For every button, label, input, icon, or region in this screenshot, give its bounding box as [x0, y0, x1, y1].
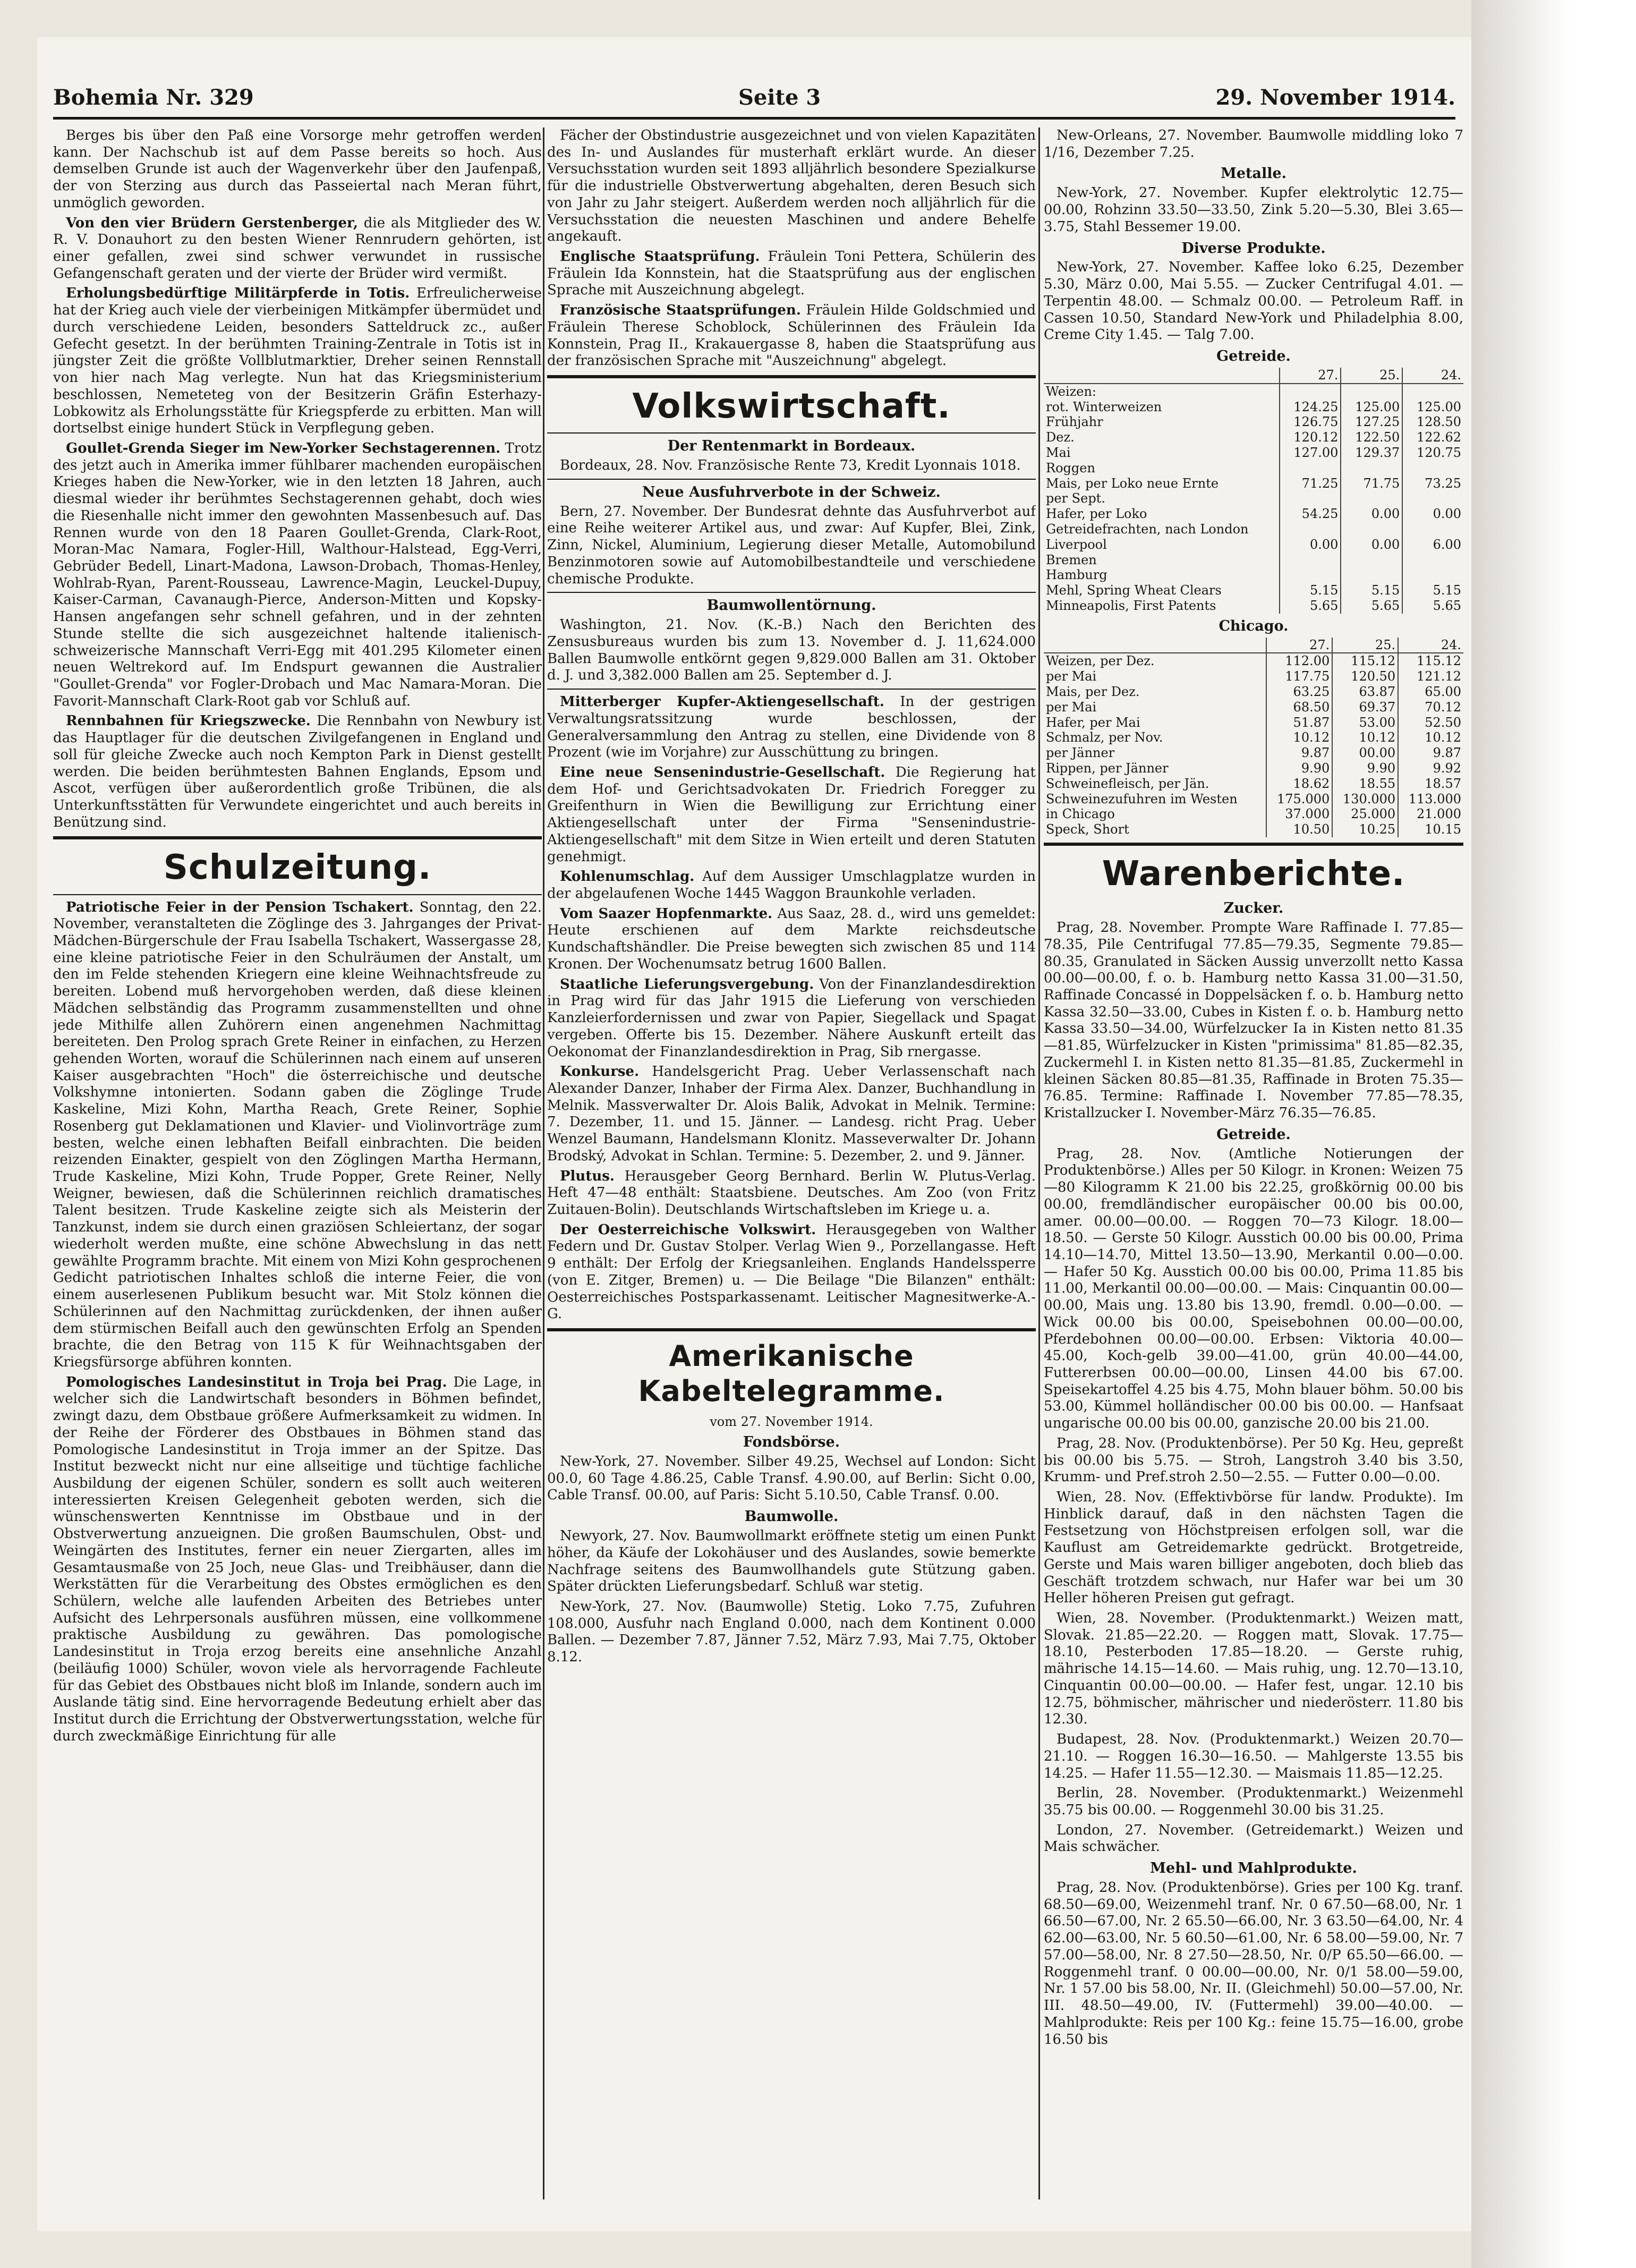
table-row-label: per Sept. — [1046, 491, 1105, 506]
table-cell: 130.000 — [1332, 792, 1398, 807]
table-row — [1044, 414, 1463, 430]
table-row — [1044, 400, 1463, 415]
article-paragraph — [53, 215, 542, 283]
article-paragraph: Prag, 28. Nov. (Produktenbörse). Gries per 100 Kg. tranf. 68.50—69.00, Weizenmehl tranf. Nr. 0 67.50—68.00, Nr. 1 66.50—67.00, Nr. 2 65.50—66.00, Nr. 3 63.50—64.00, Nr. 4 62.00—63.00, Nr. 5 60.50—61.00, Nr. 6 58.00—59.00, Nr. 7 57.00—58.00, Nr. 8 27.50—28.50, Nr. 0/P 65.50—66.00. — Roggenmehl tranf. 0 00.00—00.00, Nr. 0/1 58.00—59.00, Nr. 1 57.00 bis 58.00, Nr. II. (Gleichmehl) 50.00—57.00, Nr. III. 48.50—49.00, IV. (Futtermehl) 39.00—40.00. — Mahlprodukte: Reis per 100 Kg.: feine 15.75—16.00, grobe 16.50 bis — [1044, 1880, 1463, 2048]
article-text: Handelsgericht Prag. Ueber Verlassenschaft nach Alexander Danzer, Inhaber der Firma Alex. Danzer, Buchhandlung in Melnik. Massverwalter Dr. Alois Balik, Advokat in Melnik. Termine: 7. Dezember, 11. und 15. Jänner. — Landesg. richt Prag. Ueber Wenzel Baumann, Handelsmann Klonitz. Masseverwalter Dr. Johann Brodský, Advokat in Schlan. Termine: 5. Dezember, 2. und 9. Jänner. — [547, 1064, 1036, 1164]
table-cell: 10.12 — [1398, 730, 1463, 745]
table-cell: 9.87 — [1398, 745, 1463, 761]
table-cell — [1280, 522, 1341, 537]
section-divider — [547, 375, 1036, 378]
table-cell: 54.25 — [1280, 506, 1341, 522]
table-cell: 18.55 — [1332, 776, 1398, 792]
column-rule-left — [543, 128, 544, 2199]
article-paragraph — [547, 869, 1036, 902]
table-cell: 5.15 — [1280, 583, 1341, 598]
grain-price-table — [1044, 368, 1463, 614]
table-header-cell: 24. — [1402, 368, 1463, 384]
table-cell: 5.65 — [1402, 598, 1463, 614]
table-row-label: Weizen: — [1046, 384, 1096, 399]
table-cell: 21.000 — [1398, 806, 1463, 822]
table-row-label: Hafer, per Mai — [1046, 715, 1140, 730]
table-cell: 5.15 — [1402, 583, 1463, 598]
table-cell: 120.12 — [1280, 430, 1341, 445]
article-subheading: Neue Ausfuhrverbote in der Schweiz. — [642, 483, 941, 500]
table-cell: 70.12 — [1398, 700, 1463, 715]
table-cell: 69.37 — [1332, 700, 1398, 715]
article-text: Erfreulicherweise hat der Krieg auch viele der vierbeinigen Mitkämpfer übermüdet und durch verschiedene Leiden, besonders Satteldruck zc., außer Gefecht gesetzt. In der berühmten Training-Zentrale in Totis ist in jüngster Zeit die größte Vollblutmarktier, Dreher seinen Rennstall von hier nach Mag verlegte. Nun hat das Kriegsministerium beschlossen, Nemeteteg von der Besitzerin Gräfin Esterhazy-Lobkowitz als Erholungsstätte für Kriegspferde zu erbitten. Man will dortselbst einige hundert Stück in Verpflegung geben. — [53, 285, 542, 437]
section-divider — [1044, 843, 1463, 846]
table-row — [1044, 776, 1463, 792]
article-headline: Pomologisches Landesinstitut in Troja bei Prag. — [66, 1374, 447, 1390]
table-row — [1044, 445, 1463, 461]
chicago-price-table — [1044, 638, 1463, 837]
table-row — [1044, 669, 1463, 684]
article-paragraph — [53, 440, 542, 710]
table-cell: 122.50 — [1341, 430, 1402, 445]
article-paragraph — [547, 694, 1036, 761]
table-cell — [1341, 553, 1402, 568]
table-cell: 120.75 — [1402, 445, 1463, 461]
table-cell: 117.75 — [1266, 669, 1332, 684]
table-cell: 18.62 — [1266, 776, 1332, 792]
table-cell: 63.25 — [1266, 684, 1332, 700]
issue-date: 29. November 1914. — [1215, 85, 1455, 110]
article-text: Die Lage, in welcher sich die Landwirtschaft besonders in Böhmen befindet, zwingt dazu, dem Obstbaue größere Aufmerksamkeit zu widmen. In der Reihe der Förderer des Obstbaues in Böhmen stand das Pomologische Landesinstitut in Troja immer an der Spitze. Das Institut bezweckt nicht nur eine allseitige und tüchtige fachliche Ausbildung der eigenen Schüler, sondern es sollt auch weiteren interessierten Kreisen Gelegenheit geboten werden, sich die wünschenswerten Kenntnisse im Obstbaue und in der Obstverwertung anzueignen. Die großen Baumschulen, Obst- und Weingärten des Institutes, ferner ein neuer Ziergarten, alles im Gesamtausmaße von 25 Joch, neue Glas- und Treibhäuser, dann die Werkstätten für die Verarbeitung des Obstes ermöglichen es den Schülern, welche alle laufenden Arbeiten des Betriebes unter Aufsicht des Lehrpersonals ausführen müssen, eine vollkommene praktische Ausbildung zu gewähren. Das pomologische Landesinstitut in Troja erzog bereits eine ansehnliche Anzahl (beiläufig 1000) Schüler, wovon viele als hervorragende Fachleute für das Gebiet des Obstbaues nicht bloß im Inlande, sondern auch im Auslande tätig sind. Eine hervorragende Bedeutung erhielt aber das Institut durch die Errichtung der Obstverwertungsstation, welche für durch zweckmäßige Einrichtung für alle — [53, 1374, 542, 1744]
article-paragraph — [53, 285, 542, 437]
table-row — [1044, 384, 1463, 400]
table-row-label: Roggen — [1046, 460, 1095, 475]
section-date: vom 27. November 1914. — [710, 1414, 873, 1429]
table-cell — [1280, 461, 1341, 476]
table-cell: 71.25 — [1280, 476, 1341, 491]
table-cell: 9.90 — [1332, 761, 1398, 776]
article-paragraph: Berges bis über den Paß eine Vorsorge mehr getroffen werden kann. Der Nachschub ist auf dem Passe bereits so hoch. Aus demselben Grunde ist auch der Wagenverkehr über den Jaufenpaß, der von Sterzing aus durch das Passeiertal nach Meran führt, unmöglich geworden. — [53, 128, 542, 211]
table-row — [1044, 430, 1463, 445]
table-cell: 124.25 — [1280, 400, 1341, 415]
article-paragraph — [53, 1374, 542, 1745]
table-cell: 10.50 — [1266, 822, 1332, 837]
table-cell — [1402, 491, 1463, 506]
article-paragraph — [547, 765, 1036, 865]
table-header-cell: 25. — [1332, 638, 1398, 653]
table-row-label: Rippen, per Jänner — [1046, 761, 1169, 776]
article-paragraph — [547, 1168, 1036, 1219]
table-row-label: Hamburg — [1046, 567, 1107, 583]
table-row-label: per Mai — [1046, 669, 1097, 684]
article-headline: Kohlenumschlag. — [560, 869, 695, 885]
table-row-label: Bremen — [1046, 552, 1097, 567]
table-cell — [1402, 567, 1463, 583]
table-cell: 113.000 — [1398, 792, 1463, 807]
article-headline: Plutus. — [560, 1168, 615, 1184]
table-cell: 51.87 — [1266, 715, 1332, 730]
table-cell: 25.000 — [1332, 806, 1398, 822]
table-row-label: Dez. — [1046, 430, 1075, 445]
table-cell — [1280, 567, 1341, 583]
table-row — [1044, 522, 1463, 537]
article-subheading: Baumwollentörnung. — [706, 597, 876, 614]
table-cell: 6.00 — [1402, 537, 1463, 553]
table-row — [1044, 684, 1463, 700]
table-cell: 10.15 — [1398, 822, 1463, 837]
article-headline: Staatliche Lieferungsvergebung. — [560, 976, 814, 992]
table-cell — [1402, 553, 1463, 568]
table-row — [1044, 745, 1463, 761]
article-headline: Konkurse. — [560, 1064, 640, 1080]
article-text: die als Mitglieder des W. R. V. Donauhort zu den besten Wiener Rennrudern gehörten, ist einer gefallen, zwei sind schwer verwundet in russische Gefangenschaft geraten und der vierte der Brüder wird vermißt. — [53, 215, 542, 282]
section-title-kabeltelegramme: Amerikanische Kabeltelegramme. — [638, 1339, 945, 1408]
article-headline: Erholungsbedürftige Militärpferde in Totis. — [66, 285, 410, 302]
table-cell: 115.12 — [1332, 653, 1398, 669]
table-cell: 10.12 — [1332, 730, 1398, 745]
article-paragraph: New-York, 27. November. Kaffee loko 6.25, Dezember 5.30, März 0.00, Mai 5.55. — Zucker Centrifugal 4.01. — Terpentin 48.00. — Schmalz 00.00. — Petroleum Raff. in Cassen 10.50, Standard New-York und Philadelphia 8.00, Creme City 1.45. — Talg 7.00. — [1044, 259, 1463, 343]
section-divider — [547, 479, 1036, 480]
table-cell: 71.75 — [1341, 476, 1402, 491]
table-row-label: Mais, per Dez. — [1046, 684, 1140, 700]
table-row-label: Schweinefleisch, per Jän. — [1046, 776, 1209, 791]
table-cell: 10.12 — [1266, 730, 1332, 745]
article-subheading: Diverse Produkte. — [1181, 240, 1326, 257]
table-cell — [1280, 384, 1341, 400]
article-paragraph: New-York, 27. Nov. (Baumwolle) Stetig. Loko 7.75, Zufuhren 108.000, Ausfuhr nach England 0.000, nach dem Kontinent 0.000 Ballen. — Dezember 7.87, Jänner 7.52, März 7.93, Mai 7.75, Oktober 8.12. — [547, 1598, 1036, 1666]
section-title-warenberichte: Warenberichte. — [1102, 854, 1405, 894]
section-divider — [547, 1328, 1036, 1331]
article-text: Die Rennbahn von Newbury ist das Hauptlager für die deutschen Zivilgefangenen in England und soll für gleiche Zwecke auch noch Kempton Park in Dienst gestellt werden. Die beiden berühmtesten Bahnen Englands, Epsom und Ascot, verfügen über außerordentlich große Tribünen, die als Unterkunftsstätten für Verwundete eingerichtet und auch bereits in Benützung sind. — [53, 713, 542, 830]
section-divider — [53, 894, 542, 895]
table-row-label: Weizen, per Dez. — [1046, 653, 1155, 669]
table-cell — [1402, 461, 1463, 476]
article-headline: Vom Saazer Hopfenmarkte. — [560, 905, 773, 922]
article-subheading: Chicago. — [1219, 617, 1289, 634]
newspaper-page — [37, 37, 1471, 2231]
table-cell: 127.00 — [1280, 445, 1341, 461]
article-subheading: Mehl- und Mahlprodukte. — [1150, 1860, 1357, 1877]
article-paragraph: Budapest, 28. Nov. (Produktenmarkt.) Weizen 20.70—21.10. — Roggen 16.30—16.50. — Mahlgerste 13.55 bis 14.25. — Hafer 11.55—12.30. — Maismais 11.85—12.25. — [1044, 1731, 1463, 1781]
masthead-issue: Bohemia Nr. 329 — [53, 85, 254, 110]
article-paragraph — [547, 249, 1036, 299]
table-cell — [1341, 522, 1402, 537]
table-row — [1044, 715, 1463, 730]
table-row — [1044, 806, 1463, 822]
table-row-label: Getreidefrachten, nach London — [1046, 521, 1249, 537]
table-cell: 18.57 — [1398, 776, 1463, 792]
table-cell: 00.00 — [1332, 745, 1398, 761]
article-paragraph — [53, 899, 542, 1371]
table-cell: 53.00 — [1332, 715, 1398, 730]
table-row — [1044, 567, 1463, 583]
table-header-cell: 27. — [1266, 638, 1332, 653]
article-paragraph — [547, 976, 1036, 1061]
table-row-label: Liverpool — [1046, 537, 1107, 552]
article-paragraph: Prag, 28. Nov. (Produktenbörse). Per 50 Kg. Heu, gepreßt bis 00.00 bis 5.75. — Stroh, Langstroh 3.40 bis 3.50, Krumm- und Pref.stroh 2.50—2.55. — Futter 0.00—0.00. — [1044, 1435, 1463, 1485]
table-cell — [1341, 567, 1402, 583]
article-paragraph: New-York, 27. November. Silber 49.25, Wechsel auf London: Sicht 00.0, 60 Tage 4.86.25, Cable Transf. 4.90.00, auf Berlin: Sicht 0.00, Cable Transf. 00.00, auf Paris: Sicht 5.10.50, Cable Transf. 0.00. — [547, 1453, 1036, 1503]
section-divider — [547, 592, 1036, 593]
article-headline: Mitterberger Kupfer-Aktiengesellschaft. — [560, 694, 884, 710]
table-row — [1044, 583, 1463, 598]
article-headline: Goullet-Grenda Sieger im New-Yorker Sechstagerennen. — [66, 440, 501, 456]
table-cell: 121.12 — [1398, 669, 1463, 684]
table-header-cell: 25. — [1341, 368, 1402, 384]
table-row — [1044, 730, 1463, 745]
article-headline: Patriotische Feier in der Pension Tschakert. — [66, 899, 414, 915]
article-text: Herausgegeben von Walther Federn und Dr. Gustav Stolper. Verlag Wien 9., Porzellangasse. Heft 9 enthält: Der Erfolg der Kriegsanleihen. Englands Handelssperre (von E. Zitger, Bremen) u. — Die Beilage "Die Bilanzen" enthält: Oesterreichisches Postsparkassenamt. Leitischer Magnesitwerke-A.-G. — [547, 1221, 1036, 1322]
table-row-label: Hafer, per Loko — [1046, 506, 1147, 522]
article-text: Auf dem Aussiger Umschlagplatze wurden in der abgelaufenen Woche 1445 Waggon Braunkohle verladen. — [547, 869, 1036, 902]
table-header-cell — [1044, 368, 1280, 384]
table-cell: 128.50 — [1402, 414, 1463, 430]
table-cell: 112.00 — [1266, 653, 1332, 669]
table-cell — [1341, 461, 1402, 476]
table-row-label: Schweinezufuhren im Westen — [1046, 791, 1238, 806]
table-cell: 9.90 — [1266, 761, 1332, 776]
table-header-cell — [1044, 638, 1266, 653]
table-row — [1044, 792, 1463, 807]
article-subheading: Zucker. — [1223, 900, 1284, 917]
table-cell: 126.75 — [1280, 414, 1341, 430]
table-row — [1044, 700, 1463, 715]
table-cell — [1280, 553, 1341, 568]
table-row-label: Minneapolis, First Patents — [1046, 598, 1216, 613]
article-subheading: Fondsbörse. — [743, 1434, 840, 1451]
table-cell: 0.00 — [1341, 537, 1402, 553]
table-row — [1044, 822, 1463, 837]
section-divider — [547, 432, 1036, 434]
article-paragraph: Prag, 28. Nov. (Amtliche Notierungen der Produktenbörse.) Alles per 50 Kilogr. in Kronen: Weizen 75—80 Kilogramm K 21.00 bis 22.25, großkörnig 00.00 bis 00.00, fremdländischer europäischer 00.00 bis 00.00, amer. 00.00—00.00. — Roggen 70—73 Kilogr. 18.00—18.50. — Gerste 50 Kilogr. Ausstich 00.00 bis 00.00, Prima 14.10—14.70, Mittel 13.50—13.90, Merkantil 0.00—0.00. — Hafer 50 Kg. Ausstich 00.00 bis 00.00, Prima 11.85 bis 11.00, Merkantil 00.00—00.00. — Mais: Cinquantin 00.00—00.00, Mais ung. 13.80 bis 13.90, fremdl. 0.00—0.00. — Wick 00.00 bis 00.00, Speisebohnen 00.00—00.00, Pferdebohnen 00.00—00.00. Erbsen: Viktoria 40.00—45.00, Koch-gelb 39.00—41.00, grün 40.00—44.00, Futtererbsen 00.00—00.00, Linsen 44.00 bis 67.00. Speisekartoffel 4.25 bis 4.75, Mohn blauer böhm. 50.00 bis 53.00, Kümmel holländischer 00.00 bis 00.00. — Hanfsaat ungarische 00.00 bis 00.00, ganzische 20.00 bis 21.00. — [1044, 1145, 1463, 1432]
article-subheading: Der Rentenmarkt in Bordeaux. — [667, 438, 916, 455]
article-subheading: Getreide. — [1216, 348, 1291, 365]
table-cell: 0.00 — [1341, 506, 1402, 522]
table-cell: 115.12 — [1398, 653, 1463, 669]
scan-margin — [1471, 0, 1636, 2268]
table-row-label: Mai — [1046, 445, 1071, 460]
table-row — [1044, 461, 1463, 476]
section-title-schulzeitung: Schulzeitung. — [163, 848, 432, 888]
article-paragraph: Wien, 28. November. (Produktenmarkt.) Weizen matt, Slovak. 21.85—22.20. — Roggen matt, Slovak. 17.75—18.10, Pesterboden 17.85—18.20. — Gerste ruhig, mährische 14.15—14.60. — Mais ruhig, ung. 12.70—13.10, Cinquantin 00.00—00.00. — Hafer fest, ungar. 12.10 bis 12.75, böhmischer, mährischer und niederösterr. 11.80 bis 12.30. — [1044, 1610, 1463, 1728]
table-cell: 5.65 — [1341, 598, 1402, 614]
table-header-cell: 27. — [1280, 368, 1341, 384]
article-paragraph — [547, 1064, 1036, 1165]
column-rule-right — [1038, 128, 1040, 2199]
table-cell: 68.50 — [1266, 700, 1332, 715]
article-paragraph: New-Orleans, 27. November. Baumwolle middling loko 7 1/16, Dezember 7.25. — [1044, 128, 1463, 160]
column-right — [1044, 128, 1463, 2231]
page-header — [53, 80, 1455, 120]
section-divider — [547, 689, 1036, 690]
table-cell — [1402, 522, 1463, 537]
table-cell: 10.25 — [1332, 822, 1398, 837]
table-row-label: Frühjahr — [1046, 414, 1103, 430]
article-text: Herausgeber Georg Bernhard. Berlin W. Plutus-Verlag. Heft 47—48 enthält: Staatsbiene. Deutsches. Am Zoo (von Fritz Zuitauen-Bolin). Deutschlands Wirtschaftsleben im Kriege u. a. — [547, 1168, 1036, 1218]
table-row-label: rot. Winterweizen — [1046, 399, 1162, 414]
table-cell — [1341, 384, 1402, 400]
table-row-label: Speck, Short — [1046, 822, 1129, 837]
article-paragraph: Bordeaux, 28. Nov. Französische Rente 73, Kredit Lyonnais 1018. — [560, 457, 1021, 474]
article-text: Fräulein Toni Pettera, Schülerin des Fräulein Ida Konnstein, hat die Staatsprüfung aus der englischen Sprache mit Auszeichnung abgelegt. — [547, 249, 1036, 299]
article-subheading: Baumwolle. — [744, 1508, 839, 1525]
section-divider — [53, 836, 542, 839]
table-cell: 9.92 — [1398, 761, 1463, 776]
article-text: In der gestrigen Verwaltungsratssitzung wurde beschlossen, der Generalversammlung den Antrag zu stellen, eine Dividende von 8 Prozent (wie im Vorjahre) zur Ausschüttung zu bringen. — [547, 694, 1036, 761]
article-text: Trotz des jetzt auch in Amerika immer fühlbarer machenden europäischen Krieges haben die New-Yorker, wie in den letzten 18 Jahren, auch diesmal wieder ihr berühmtes Sechstagerennen gehabt, doch wies die Riesenhalle nicht immer den gewohnten Massenbesuch auf. Das Rennen wurde von den 18 Paaren Goullet-Grenda, Clark-Root, Moran-Mac Namara, Fogler-Hill, Walthour-Halstead, Egg-Verri, Gebrüder Bedell, Linart-Madona, Lawson-Drobach, Thomas-Henley, Wohlrab-Ryan, Parent-Rousseau, Lawrence-Magin, Leuckel-Dupuy, Kaiser-Carman, Cavanaugh-Pierce, Anderson-Mitten und Kopsky-Hansen angefangen sehr schnell gefahren, und in der zehnten Stunde stellte die sich ausgezeichnet haltende italienisch-schweizerische Mannschaft Verri-Egg mit 401.295 Kilometer einen neuen Weltrekord auf. Im Endspurt gewannen die Australier "Goullet-Grenda" vor Fogler-Drobach und Mac Namara-Moran. Die Favorit-Mannschaft Clark-Root gab vor Schluß auf. — [53, 440, 542, 709]
table-header-row — [1044, 638, 1463, 653]
table-row-label: Schmalz, per Nov. — [1046, 730, 1163, 745]
table-cell: 120.50 — [1332, 669, 1398, 684]
table-cell: 175.000 — [1266, 792, 1332, 807]
table-cell: 5.65 — [1280, 598, 1341, 614]
article-paragraph: Newyork, 27. Nov. Baumwollmarkt eröffnete stetig um einen Punkt höher, da Käufe der Lokohäuser und des Auslandes, sowie bemerkte Nachfrage seitens des Baumwollhandels gute Stützung gaben. Später drückten Lieferungsbedarf. Schluß war stetig. — [547, 1528, 1036, 1595]
article-paragraph: Wien, 28. Nov. (Effektivbörse für landw. Produkte). Im Hinblick darauf, daß in den nächsten Tagen die Festsetzung von Höchstpreisen erfolgen soll, war die Kauflust am Getreidemarkte gedrückt. Brotgetreide, Gerste und Mais waren billiger angeboten, doch blieb das Geschäft trotzdem schwach, nur Hafer war bei um 30 Heller höheren Preisen gut gefragt. — [1044, 1489, 1463, 1607]
table-cell: 122.62 — [1402, 430, 1463, 445]
table-row-label: Mehl, Spring Wheat Clears — [1046, 583, 1222, 598]
article-subheading: Metalle. — [1220, 165, 1287, 182]
table-row — [1044, 491, 1463, 506]
column-middle — [547, 128, 1036, 2231]
article-paragraph — [547, 1222, 1036, 1323]
table-row — [1044, 553, 1463, 568]
article-paragraph: Berlin, 28. November. (Produktenmarkt.) Weizenmehl 35.75 bis 00.00. — Roggenmehl 30.00 bis 31.25. — [1044, 1785, 1463, 1818]
article-paragraph: Bern, 27. November. Der Bundesrat dehnte das Ausfuhrverbot auf eine Reihe weiterer Artikel aus, und zwar: Auf Kupfer, Blei, Zink, Zinn, Nickel, Aluminium, Legierung dieser Metalle, Automobilund Benzinmotoren sowie auf Automobilbestandteile und verschiedene chemische Produkte. — [547, 503, 1036, 587]
article-text: Die Regierung hat dem Hof- und Gerichtsadvokaten Dr. Friedrich Foregger zu Greifenthurn in Wien die Bewilligung zur Errichtung einer Aktiengesellschaft unter der Firma "Sensenindustrie-Aktiengesellschaft" mit dem Sitze in Wien erteilt und deren Statuten genehmigt. — [547, 765, 1036, 865]
article-paragraph: New-York, 27. November. Kupfer elektrolytic 12.75—00.00, Rohzinn 33.50—33.50, Zink 5.20—5.30, Blei 3.65—3.75, Stahl Bessemer 19.00. — [1044, 185, 1463, 235]
table-row — [1044, 653, 1463, 669]
page-number: Seite 3 — [738, 85, 821, 110]
article-paragraph — [547, 302, 1036, 370]
table-row-label: per Mai — [1046, 699, 1097, 715]
table-row — [1044, 761, 1463, 776]
table-cell: 125.00 — [1341, 400, 1402, 415]
table-cell: 129.37 — [1341, 445, 1402, 461]
article-paragraph — [547, 906, 1036, 973]
article-paragraph: Washington, 21. Nov. (K.-B.) Nach den Berichten des Zensusbureaus wurden bis zum 13. November d. J. 11,624.000 Ballen Baumwolle entkörnt gegen 9,829.000 Ballen am 31. Oktober d. J. und 3,382.000 Ballen am 25. September d. J. — [547, 617, 1036, 684]
table-row — [1044, 537, 1463, 553]
table-row — [1044, 506, 1463, 522]
article-headline: Von den vier Brüdern Gerstenberger, — [66, 215, 358, 231]
section-title-volkswirtschaft: Volkswirtschaft. — [632, 387, 951, 427]
article-subheading: Getreide. — [1216, 1126, 1291, 1143]
table-cell: 63.87 — [1332, 684, 1398, 700]
article-text: Aus Saaz, 28. d., wird uns gemeldet: Heute erschienen auf dem Markte reichsdeutsche Kundschaftshändler. Die Preise bewegten sich zwischen 85 und 114 Kronen. Der Wochenumsatz betrug 1600 Ballen. — [547, 905, 1036, 972]
table-row-label: per Jänner — [1046, 745, 1115, 761]
article-headline: Eine neue Sensenindustrie-Gesellschaft. — [560, 765, 885, 781]
table-header-cell: 24. — [1398, 638, 1463, 653]
table-cell: 9.87 — [1266, 745, 1332, 761]
article-text: Von der Finanzlandesdirektion in Prag wird für das Jahr 1915 die Lieferung von verschieden Kanzleierfordernissen und zwar von Papier, Siegellack und Spagat vergeben. Offerte bis 15. Dezember. Nähere Auskunft erteilt das Oekonomat der Finanzlandesdirektion in Prag, Sib rnergasse. — [547, 976, 1036, 1060]
table-row — [1044, 476, 1463, 491]
table-cell — [1402, 384, 1463, 400]
table-cell: 52.50 — [1398, 715, 1463, 730]
table-cell — [1341, 491, 1402, 506]
column-left — [53, 128, 542, 2231]
table-cell — [1280, 491, 1341, 506]
article-headline: Englische Staatsprüfung. — [560, 249, 760, 265]
article-text: Sonntag, den 22. November, veranstalteten die Zöglinge des 3. Jahrganges der Privat-Mädchen-Bürgerschule der Frau Isabella Tschakert, Wassergasse 28, eine kleine patriotische Feier in den Schulräumen der Anstalt, um den im Felde stehenden Kriegern eine kleine Weihnachtsfreude zu bereiten. Lobend muß hervorgehoben werden, daß diese kleinen Mädchen selbständig das Programm zusammenstellten und ohne jede Mithilfe allen Zuhörern einen angenehmen Nachmittag bereiteten. Den Prolog sprach Grete Reiner in einfachen, zu Herzen gehenden Worten, worauf die Schülerinnen nach einem auf unseren Kaiser ausgebrachten "Hoch" die österreichische und deutsche Volkshymne intonierten. Sodann gaben die Zöglinge Trude Kaskeline, Mizi Kohn, Martha Reach, Grete Reiner, Sophie Rosenberg gut Deklamationen und Klavier- und Violinvorträge zum besten, welche einen lebhaften Beifall einbrachten. Die beiden reizenden Einakter, gespielt von den Zöglingen Martha Hermann, Trude Kaskeline, Mizi Kohn, Trude Popper, Grete Reiner, Nelly Weigner, bewiesen, daß die Schülerinnen reichlich dramatisches Talent besitzen. Trude Kaskeline zeigte sich als Meisterin der Tanzkunst, indem sie durch einen graziösen Schleiertanz, der sogar wiederholt werden mußte, eine schöne Abwechslung in das nett gewählte Programm brachte. Mit einem von Mizi Kohn gesprochenen Gedicht patriotischen Inhaltes schloß die interne Feier, die von einem auserlesenen Publikum besucht war. Mit Stolz können die Schülerinnen auf den Nachmittag zurückdenken, der ihnen außer dem stürmischen Beifall auch den gewünschten Erfolg an Spenden brachte, die den Betrag von 115 K für Weihnachtsgaben der Kriegsfürsorge abführen konnten. — [53, 899, 542, 1370]
article-text: Fräulein Hilde Goldschmied und Fräulein Therese Schoblock, Schülerinnen des Fräulein Ida Konnstein, Prag II., Krakauergasse 8, haben die Staatsprüfung aus der französischen Sprache mit "Auszeichnung" abgelegt. — [547, 302, 1036, 369]
table-row-label: Mais, per Loko neue Ernte — [1046, 475, 1219, 491]
table-cell: 65.00 — [1398, 684, 1463, 700]
table-row — [1044, 598, 1463, 614]
table-cell: 73.25 — [1402, 476, 1463, 491]
table-row-label: in Chicago — [1046, 806, 1115, 822]
table-cell: 127.25 — [1341, 414, 1402, 430]
table-cell: 125.00 — [1402, 400, 1463, 415]
article-headline: Französische Staatsprüfungen. — [560, 302, 801, 319]
article-paragraph: Fächer der Obstindustrie ausgezeichnet und von vielen Kapazitäten des In- und Auslandes für musterhaft erklärt wurde. An dieser Versuchsstation wurden seit 1893 alljährlich besondere Spezialkurse für die industrielle Obstverwertung abgehalten, deren Besuch sich von Jahr zu Jahr steigert. Außerdem werden noch alljährlich für die Versuchsstation die neuesten Maschinen und andere Behelfe angekauft. — [547, 128, 1036, 245]
article-paragraph: Prag, 28. November. Prompte Ware Raffinade I. 77.85—78.35, Pile Centrifugal 77.85—79.35, Segmente 79.85—80.35, Granulated in Säcken Aussig unverzollt netto Kassa 00.00—00.00, f. o. b. Hamburg netto Kassa 31.00—31.50, Raffinade Concassé in Doppelsäcken f. o. b. Hamburg netto Kassa 32.50—33.00, Cubes in Kisten f. o. b. Hamburg netto Kassa 33.50—34.00, Würfelzucker Ia in Kisten netto 81.35—81.85, Würfelzucker in Kisten "primissima" 81.85—82.35, Zuckermehl I. in Kisten netto 81.35—81.85, Zuckermehl in kleinen Säcken 80.85—81.35, Raffinade in Broten 75.35—76.85. Termine: Raffinade I. November 77.85—78.35, Kristallzucker I. November-März 76.35—76.85. — [1044, 920, 1463, 1121]
article-headline: Der Oesterreichische Volkswirt. — [560, 1221, 816, 1238]
table-cell: 0.00 — [1402, 506, 1463, 522]
article-paragraph: London, 27. November. (Getreidemarkt.) Weizen und Mais schwächer. — [1044, 1822, 1463, 1855]
table-header-row — [1044, 368, 1463, 384]
article-headline: Rennbahnen für Kriegszwecke. — [66, 713, 311, 729]
article-paragraph — [53, 713, 542, 831]
table-cell: 0.00 — [1280, 537, 1341, 553]
table-cell: 37.000 — [1266, 806, 1332, 822]
table-cell: 5.15 — [1341, 583, 1402, 598]
